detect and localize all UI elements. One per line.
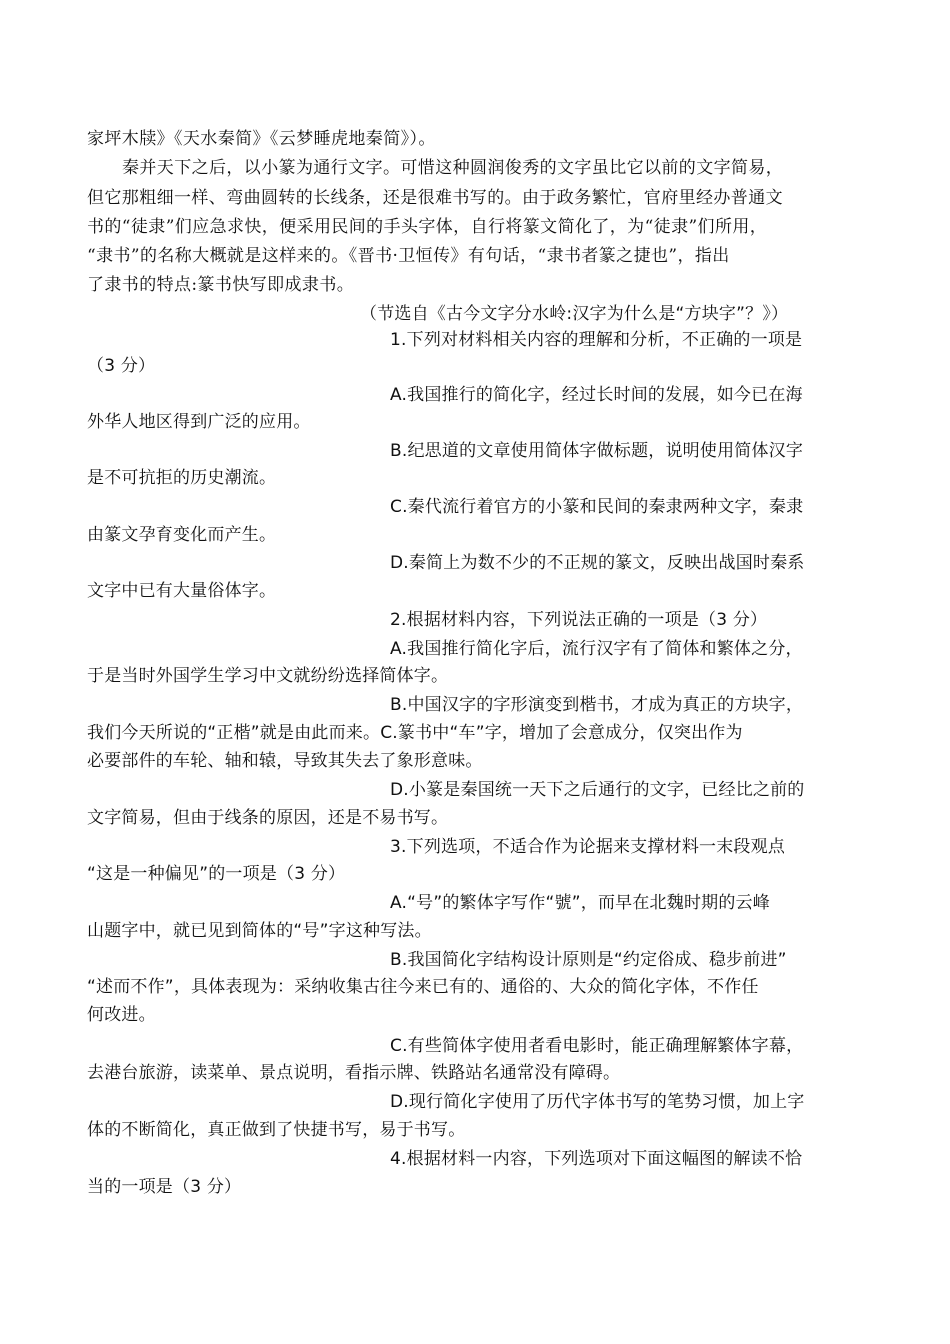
- passage-line: 家坪木牍》《天水秦简》《云梦睡虎地秦简》）。: [87, 129, 436, 149]
- question-2-option-c-cont: 必要部件的车轮、轴和辕，导致其失去了象形意味。: [87, 751, 483, 771]
- question-3-option-c: C.有些简体字使用者看电影时，能正确理解繁体字幕，: [390, 1036, 804, 1056]
- question-3-option-d-cont: 体的不断简化，真正做到了快捷书写，易于书写。: [87, 1120, 466, 1140]
- question-2-stem: 2.根据材料内容，下列说法正确的一项是（3 分）: [390, 610, 768, 630]
- question-1-score: （3 分）: [87, 356, 156, 376]
- question-1-option-b-cont: 是不可抗拒的历史潮流。: [87, 468, 277, 488]
- passage-line: “隶书”的名称大概就是这样来的。《晋书·卫恒传》有句话，“隶书者篆之捷也”，指出: [87, 246, 730, 266]
- question-2-option-b: B.中国汉字的字形演变到楷书，才成为真正的方块字，: [390, 695, 804, 715]
- question-1-option-a-cont: 外华人地区得到广泛的应用。: [87, 412, 311, 432]
- passage-line: 秦并天下之后，以小篆为通行文字。可惜这种圆润俊秀的文字虽比它以前的文字简易，: [122, 158, 784, 178]
- question-2-option-d-cont: 文字简易，但由于线条的原因，还是不易书写。: [87, 808, 449, 828]
- question-1-option-d-cont: 文字中已有大量俗体字。: [87, 581, 277, 601]
- question-4-stem-cont: 当的一项是（3 分）: [87, 1177, 242, 1197]
- question-1-option-d: D.秦简上为数不少的不正规的篆文，反映出战国时秦系: [390, 553, 805, 573]
- question-1-option-a: A.我国推行的简化字，经过长时间的发展，如今已在海: [390, 385, 803, 405]
- passage-line: 书的“徒隶”们应急求快，便采用民间的手头字体，自行将篆文简化了，为“徒隶”们所用，: [87, 217, 768, 237]
- passage-line: 了隶书的特点:篆书快写即成隶书。: [87, 275, 355, 295]
- question-3-option-b: B.我国简化字结构设计原则是“约定俗成、稳步前进”: [390, 950, 787, 970]
- question-1-option-b: B.纪思道的文章使用简体字做标题，说明使用简体汉字: [390, 441, 804, 461]
- question-4-stem: 4.根据材料一内容，下列选项对下面这幅图的解读不恰: [390, 1149, 803, 1169]
- question-3-option-a: A.“号”的繁体字写作“號”，而早在北魏时期的云峰: [390, 893, 770, 913]
- question-1-option-c: C.秦代流行着官方的小篆和民间的秦隶两种文字，秦隶: [390, 497, 804, 517]
- question-1-stem: 1.下列对材料相关内容的理解和分析，不正确的一项是: [390, 330, 803, 350]
- question-3-option-c-cont: 去港台旅游，读菜单、景点说明，看指示牌、铁路站名通常没有障碍。: [87, 1063, 621, 1083]
- passage-line: 但它那粗细一样、弯曲圆转的长线条，还是很难书写的。由于政务繁忙，官府里经办普通文: [87, 188, 783, 208]
- question-2-option-a-cont: 于是当时外国学生学习中文就纷纷选择简体字。: [87, 666, 449, 686]
- question-2-option-d: D.小篆是秦国统一天下之后通行的文字，已经比之前的: [390, 780, 805, 800]
- question-3-stem: 3.下列选项，不适合作为论据来支撑材料一末段观点: [390, 837, 786, 857]
- question-3-option-b-cont2: 何改进。: [87, 1005, 156, 1025]
- question-2-option-b-cont: 我们今天所说的“正楷”就是由此而来。C.篆书中“车”字，增加了会意成分，仅突出作为: [87, 723, 743, 743]
- question-3-stem-cont: “这是一种偏见”的一项是（3 分）: [87, 864, 346, 884]
- question-3-option-b-cont: “述而不作”，具体表现为：采纳收集古往今来已有的、通俗的、大众的简化字体，不作任: [87, 977, 759, 997]
- question-2-option-a: A.我国推行简化字后，流行汉字有了简体和繁体之分，: [390, 639, 803, 659]
- question-1-option-c-cont: 由篆文孕育变化而产生。: [87, 525, 277, 545]
- passage-source: （节选自《古今文字分水岭:汉字为什么是“方块字”？》）: [360, 304, 789, 324]
- question-3-option-a-cont: 山题字中，就已见到简体的“号”字这种写法。: [87, 921, 432, 941]
- question-3-option-d: D.现行简化字使用了历代字体书写的笔势习惯，加上字: [390, 1092, 805, 1112]
